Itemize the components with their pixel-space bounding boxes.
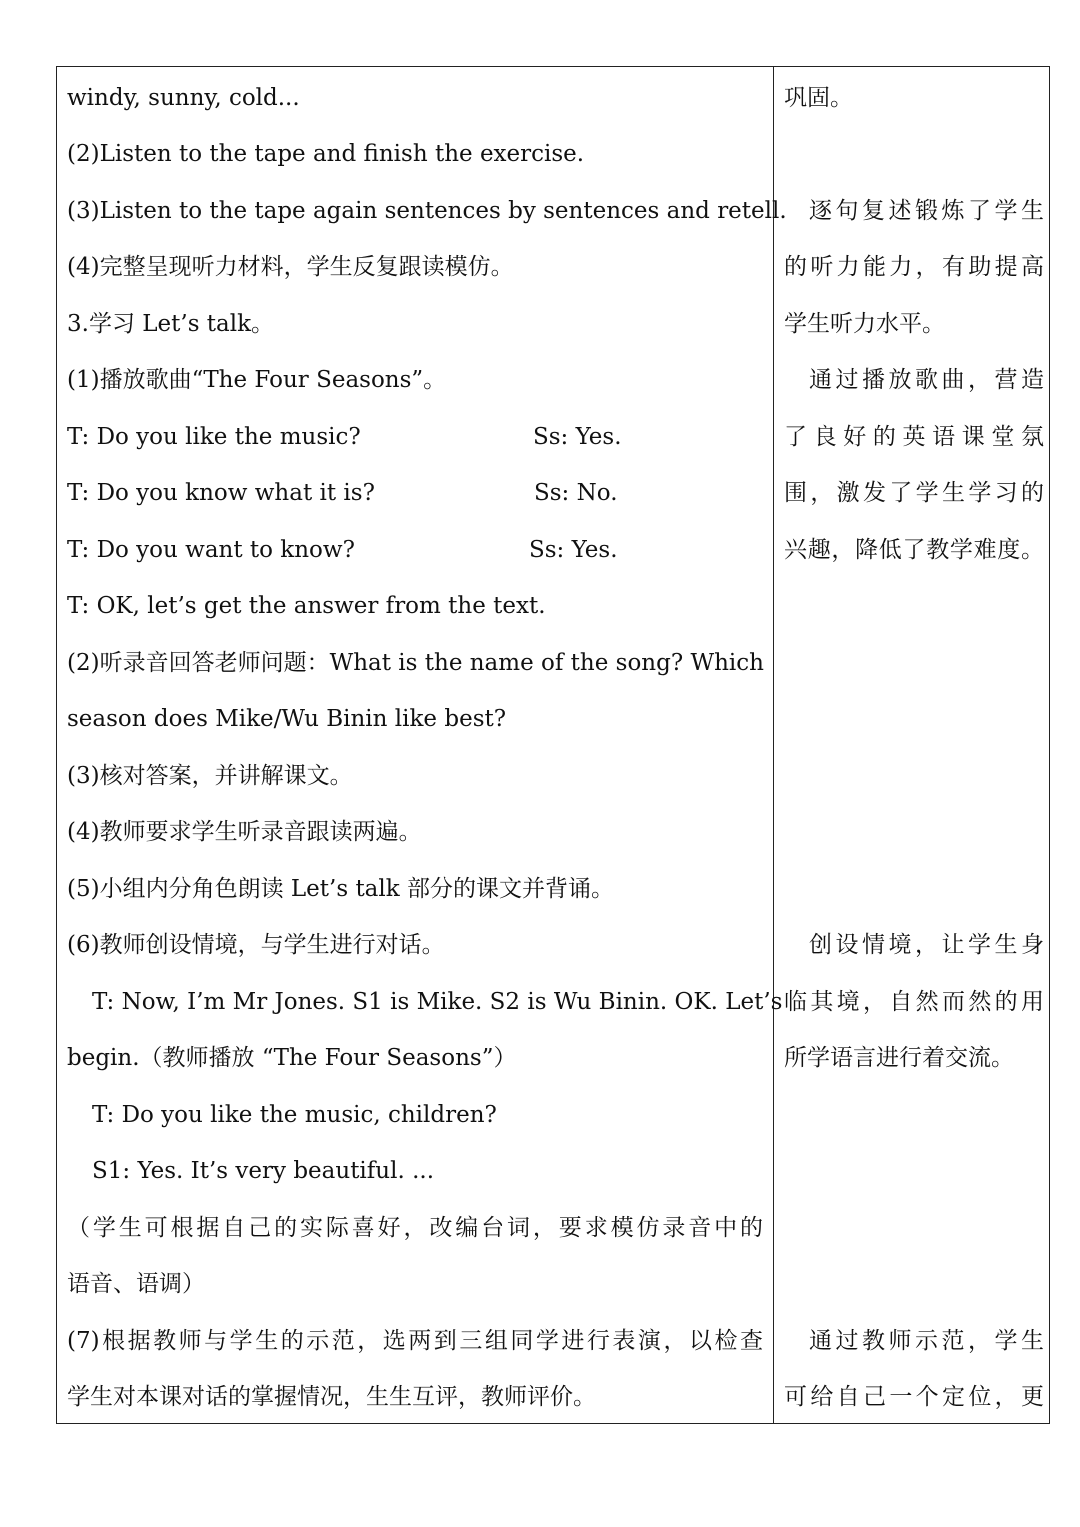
- left-line-11: (2)听录音回答老师问题：What is the name of the song? Which: [67, 650, 764, 676]
- lesson-plan-table: [56, 66, 1050, 1424]
- right-line-9: 创设情境，让学生身: [809, 932, 1044, 958]
- left-line-17: T: Now, I’m Mr Jones. S1 is Mike. S2 is Wu Binin. OK. Let’s: [92, 989, 783, 1015]
- left-line-20: S1: Yes. It’s very beautiful. ...: [92, 1158, 435, 1184]
- right-line-13: 可给自己一个定位，更: [784, 1384, 1044, 1410]
- left-line-4: (4)完整呈现听力材料，学生反复跟读模仿。: [67, 254, 514, 280]
- right-line-12: 通过教师示范，学生: [809, 1328, 1044, 1354]
- dialog-line-1: [67, 417, 763, 457]
- students-answer-1: Ss: Yes.: [533, 424, 622, 450]
- left-line-5: 3.学习 Let’s talk。: [67, 311, 275, 337]
- left-line-2: (2)Listen to the tape and finish the exercise.: [67, 141, 585, 167]
- column-divider: [773, 67, 774, 1423]
- teacher-question-3: T: Do you want to know?: [67, 537, 355, 563]
- left-line-14: (4)教师要求学生听录音跟读两遍。: [67, 819, 422, 845]
- right-line-11: 所学语言进行着交流。: [784, 1045, 1014, 1071]
- left-line-22: 语音、语调）: [67, 1271, 205, 1297]
- left-line-18: begin.（教师播放 “The Four Seasons”）: [67, 1045, 517, 1071]
- left-line-6: (1)播放歌曲“The Four Seasons”。: [67, 367, 447, 393]
- teacher-question-2: T: Do you know what it is?: [67, 480, 375, 506]
- right-line-7: 围，激发了学生学习的: [784, 480, 1044, 506]
- left-line-24: 学生对本课对话的掌握情况，生生互评，教师评价。: [67, 1384, 596, 1410]
- left-line-3: (3)Listen to the tape again sentences by sentences and retell.: [67, 198, 787, 224]
- students-answer-2: Ss: No.: [534, 480, 618, 506]
- right-line-6: 了良好的英语课堂氛: [784, 424, 1044, 450]
- right-line-5: 通过播放歌曲，营造: [809, 367, 1044, 393]
- dialog-line-3: [67, 530, 763, 570]
- left-line-12: season does Mike/Wu Binin like best?: [67, 706, 507, 732]
- left-line-19: T: Do you like the music, children?: [92, 1102, 497, 1128]
- left-line-13: (3)核对答案，并讲解课文。: [67, 763, 353, 789]
- right-line-10: 临其境，自然而然的用: [784, 989, 1044, 1015]
- left-line-10: T: OK, let’s get the answer from the text.: [67, 593, 546, 619]
- left-line-15: (5)小组内分角色朗读 Let’s talk 部分的课文并背诵。: [67, 876, 615, 902]
- teacher-question-1: T: Do you like the music?: [67, 424, 361, 450]
- right-line-4: 学生听力水平。: [784, 311, 945, 337]
- right-line-8: 兴趣，降低了教学难度。: [784, 537, 1044, 563]
- right-line-3: 的听力能力，有助提高: [784, 254, 1044, 280]
- left-line-21: （学生可根据自己的实际喜好，改编台词，要求模仿录音中的: [67, 1215, 763, 1241]
- left-line-1: windy, sunny, cold...: [67, 85, 300, 111]
- left-line-16: (6)教师创设情境，与学生进行对话。: [67, 932, 445, 958]
- students-answer-3: Ss: Yes.: [529, 537, 618, 563]
- dialog-line-2: [67, 473, 763, 513]
- right-line-1: 巩固。: [784, 85, 853, 111]
- left-line-23: (7)根据教师与学生的示范，选两到三组同学进行表演，以检查: [67, 1328, 763, 1354]
- right-line-2: 逐句复述锻炼了学生: [809, 198, 1044, 224]
